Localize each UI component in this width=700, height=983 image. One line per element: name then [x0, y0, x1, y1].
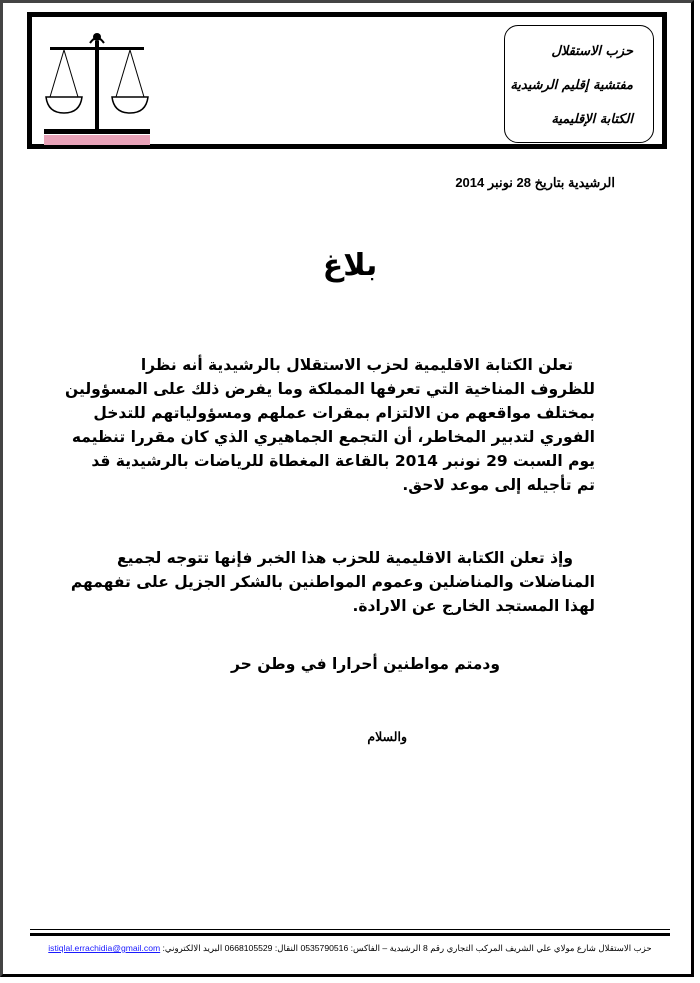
paragraph-line: لهذا المستجد الخارج عن الارادة.: [352, 597, 595, 615]
salutation: والسلام: [367, 730, 407, 744]
paragraph-line: وإذ تعلن الكتابة الاقليمية للحزب هذا الخبر فإنها تتوجه لجميع: [116, 549, 573, 567]
paragraph-line: تم تأجيله إلى موعد لاحق.: [402, 476, 595, 494]
letterhead: [27, 12, 667, 149]
paragraph-1: [65, 353, 595, 523]
date-line: الرشيدية بتاريخ 28 نونبر 2014: [455, 175, 615, 190]
secretariat-name: الكتابة الإقليمية: [551, 112, 633, 127]
paragraph-2: [70, 546, 595, 636]
footer-address: حزب الاستقلال شارع مولاي علي الشريف المركب التجاري رقم 8 الرشيدية – الفاكس: 0535790516 النقال: 0668105529 البريد الالكتروني:: [162, 943, 652, 953]
closing-line: ودمتم مواطنين أحرارا في وطن حر: [231, 655, 500, 673]
party-name: حزب الاستقلال: [551, 44, 633, 59]
footer-rule-thin: [30, 929, 670, 930]
paragraph-line: بمختلف مواقعهم من الالتزام بمقرات عملهم ومسؤولياتهم للتدخل: [93, 404, 595, 422]
paragraph-line: الفوري لتدبير المخاطر، أن التجمع الجماهيري الذي كان مقررا تنظيمه: [71, 428, 595, 446]
footer-rule-thick: [30, 933, 670, 936]
paragraph-line: يوم السبت 29 نونبر 2014 بالقاعة المغطاة للرياضات بالرشيدية قد: [91, 452, 595, 470]
inspectorate-name: مفتشية إقليم الرشيدية: [510, 78, 633, 93]
document-title: بلاغ: [322, 248, 378, 283]
footer: [0, 943, 700, 954]
footer-email-link[interactable]: istiqlal.errachidia@gmail.com: [48, 943, 161, 953]
paragraph-line: المناضلات والمناضلين وعموم المواطنين بالشكر الجزيل على تفهمهم: [70, 573, 595, 591]
paragraph-line: تعلن الكتابة الاقليمية لحزب الاستقلال بالرشيدية أنه نظرا: [140, 356, 573, 374]
scales-of-justice-icon: [42, 25, 152, 147]
letterhead-text-box: [504, 25, 654, 143]
paragraph-line: للظروف المناخية التي تعرفها المملكة وما يفرض ذلك على المسؤولين: [65, 380, 595, 398]
